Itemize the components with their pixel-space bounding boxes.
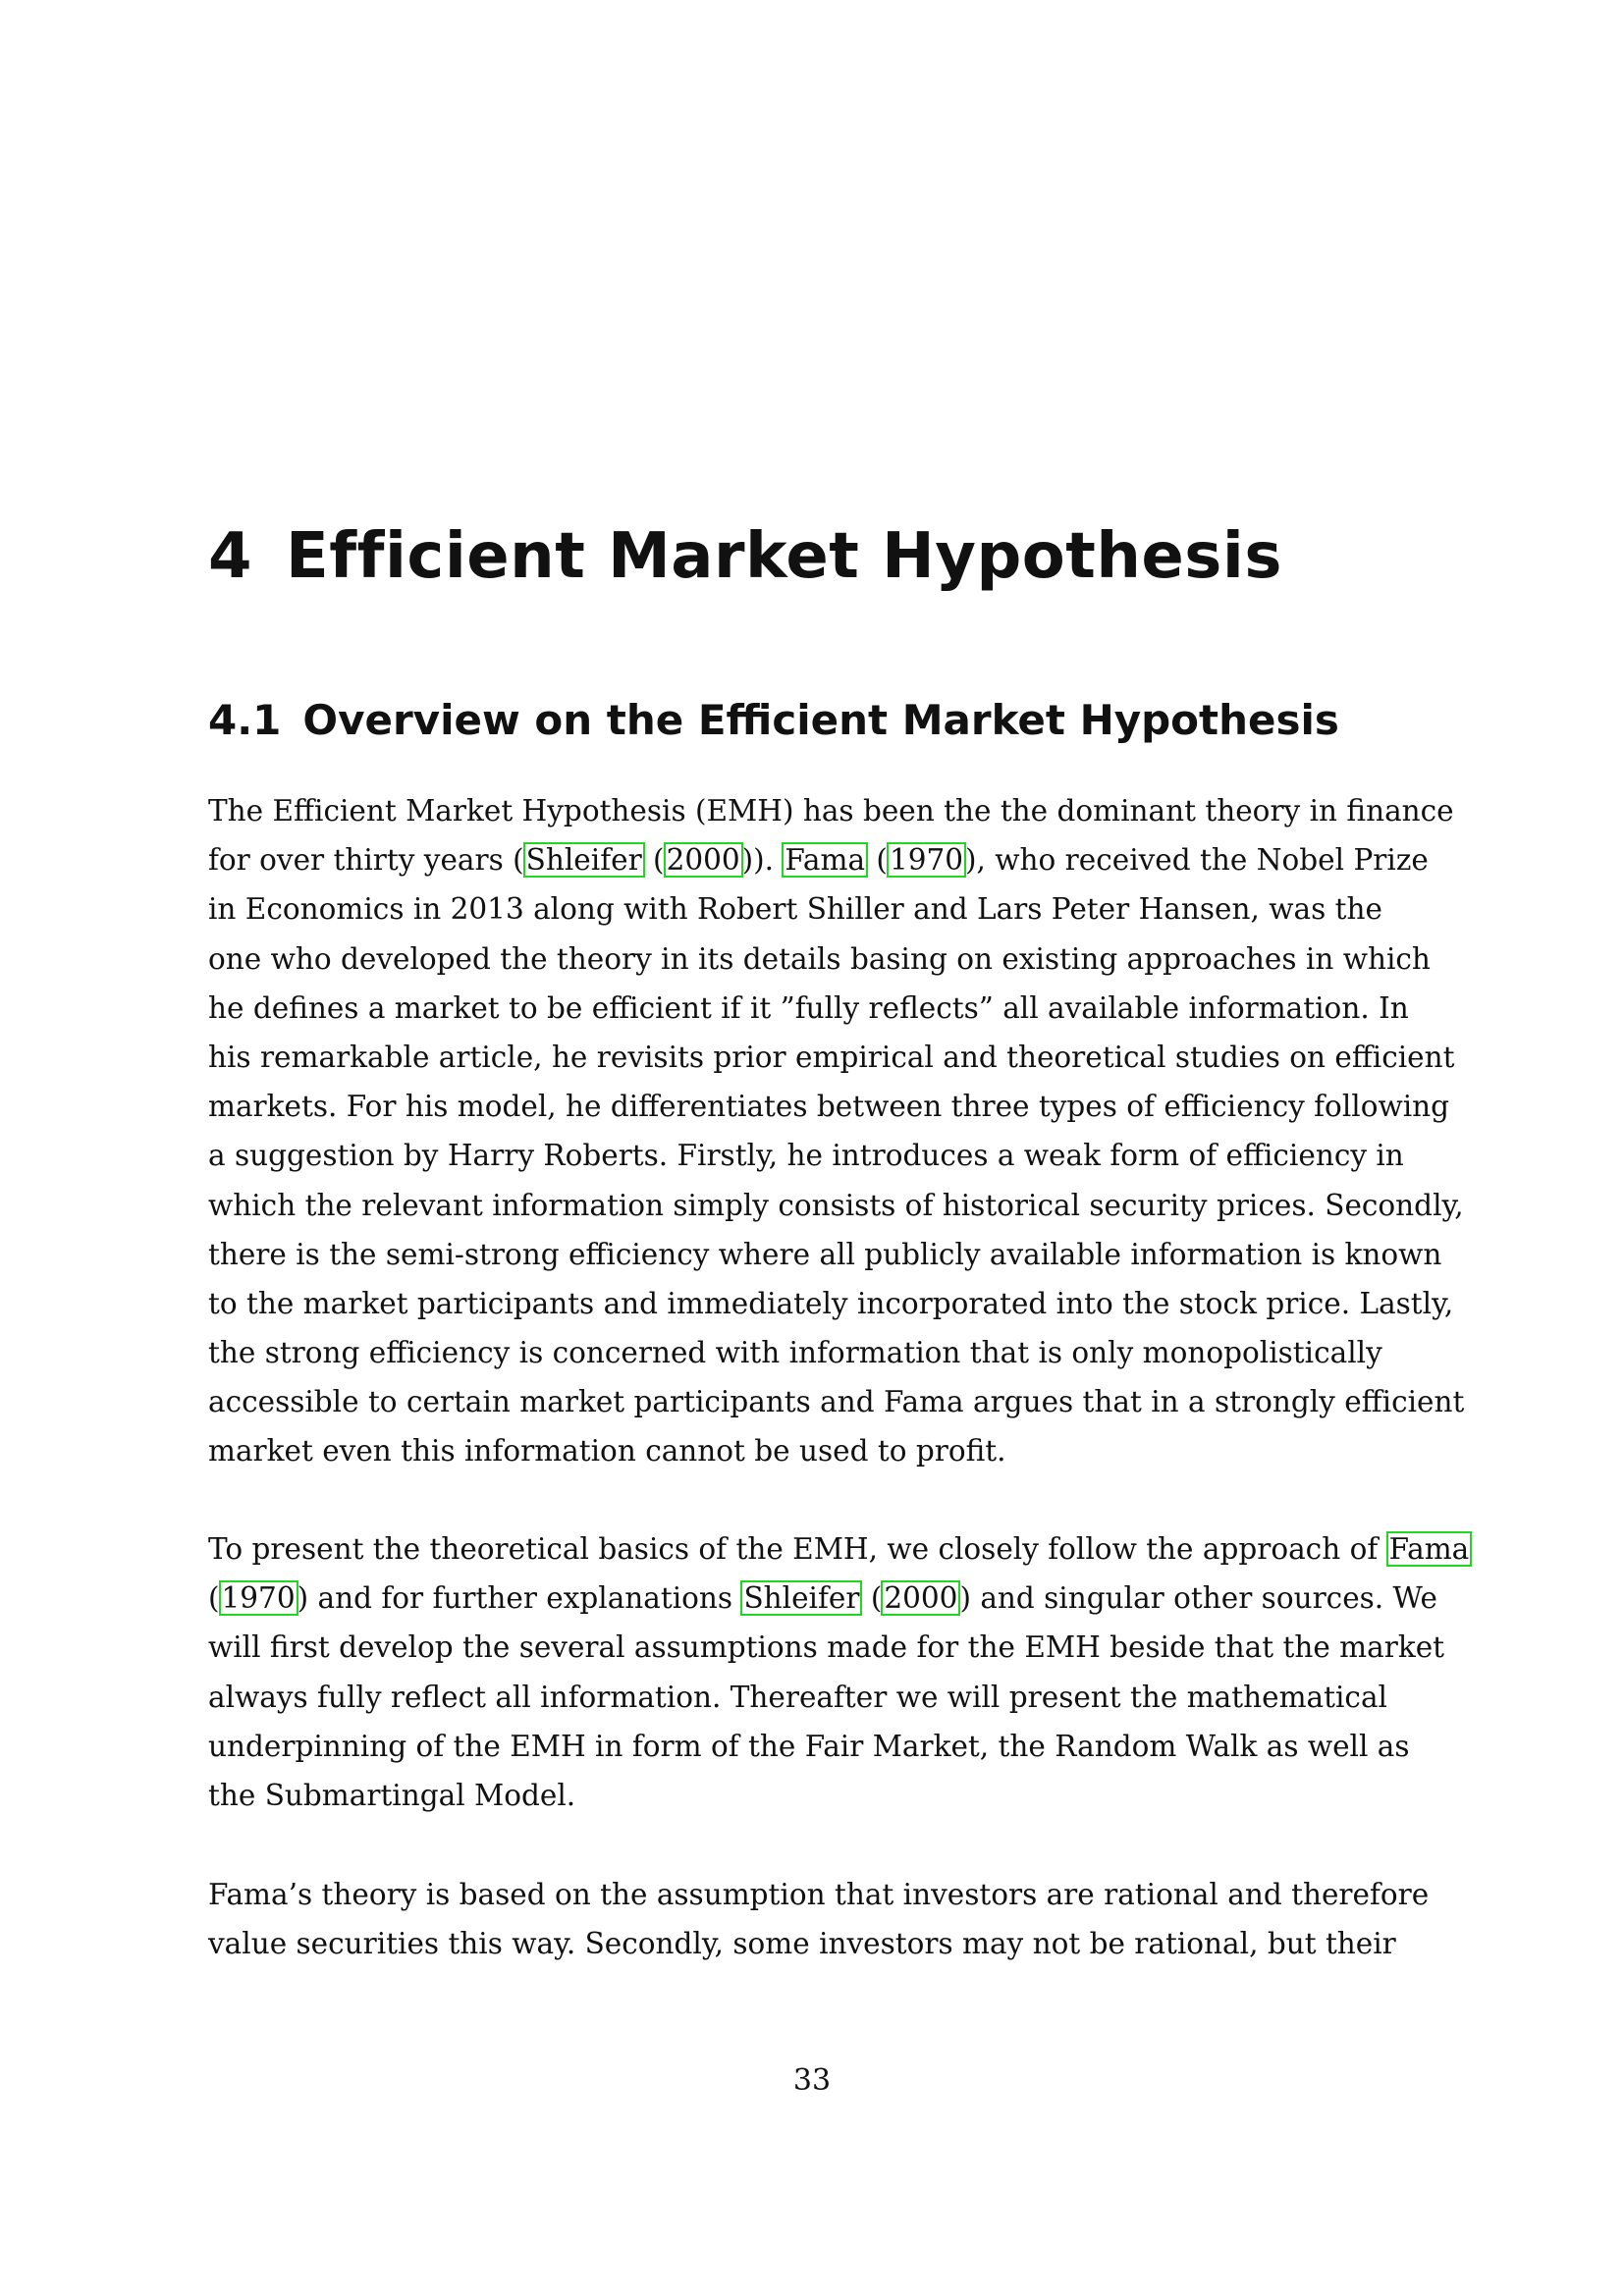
text-span: ( bbox=[643, 843, 665, 878]
paragraph-overview bbox=[208, 786, 1465, 1476]
chapter-title-text: Efficient Market Hypothesis bbox=[286, 520, 1282, 593]
citation-link-year-1970[interactable]: 1970 bbox=[889, 843, 964, 878]
chapter-number: 4 bbox=[208, 520, 253, 593]
citation-link-fama[interactable]: Fama bbox=[785, 843, 866, 878]
chapter-title bbox=[208, 512, 1282, 601]
citation-link-year-1970[interactable]: 1970 bbox=[221, 1581, 296, 1616]
text-line bbox=[208, 835, 1429, 884]
page-number: 33 bbox=[792, 2063, 832, 2098]
text-span: for over thirty years ( bbox=[208, 843, 524, 878]
text-line: one who developed the theory in its details basing on existing approaches in which bbox=[208, 941, 1431, 976]
text-line: will first develop the several assumptions made for the EMH beside that the market bbox=[208, 1630, 1445, 1665]
text-line: value securities this way. Secondly, some investors may not be rational, but their bbox=[208, 1927, 1396, 1961]
text-line bbox=[208, 1574, 1437, 1623]
text-span: ), who received the Nobel Prize bbox=[965, 843, 1429, 878]
text-line: market even this information cannot be used to profit. bbox=[208, 1434, 1006, 1468]
paragraph-approach bbox=[208, 1524, 1470, 1820]
text-line: to the market participants and immediately incorporated into the stock price. Lastly, bbox=[208, 1286, 1454, 1320]
section-number: 4.1 bbox=[208, 696, 282, 744]
citation-link-year-2000[interactable]: 2000 bbox=[666, 843, 740, 878]
text-span: )). bbox=[741, 843, 784, 878]
text-line: in Economics in 2013 along with Robert Shiller and Lars Peter Hansen, was the bbox=[208, 892, 1382, 927]
text-span: ( bbox=[861, 1581, 883, 1616]
text-line: markets. For his model, he differentiates between three types of efficiency following bbox=[208, 1090, 1450, 1124]
text-line: he defines a market to be efficient if it ”fully reflects” all available information. In bbox=[208, 990, 1409, 1025]
text-line: the Submartingal Model. bbox=[208, 1778, 576, 1812]
citation-link-year-2000[interactable]: 2000 bbox=[884, 1581, 958, 1616]
text-line: Fama’s theory is based on the assumption that investors are rational and therefore bbox=[208, 1878, 1430, 1911]
text-line: there is the semi-strong efficiency where all publicly available information is known bbox=[208, 1237, 1442, 1271]
text-span: ) and for further explanations bbox=[297, 1581, 742, 1616]
text-span: ( bbox=[867, 843, 888, 878]
text-span: ) and singular other sources. We bbox=[959, 1581, 1437, 1616]
citation-link-fama[interactable]: Fama bbox=[1388, 1532, 1470, 1566]
paragraph-assumptions bbox=[208, 1870, 1430, 1968]
citation-link-shleifer[interactable]: Shleifer bbox=[743, 1581, 860, 1616]
text-line: always fully reflect all information. Thereafter we will present the mathematical bbox=[208, 1680, 1387, 1714]
citation-link-shleifer[interactable]: Shleifer bbox=[525, 843, 642, 878]
text-line: his remarkable article, he revisits prior empirical and theoretical studies on efficient bbox=[208, 1040, 1455, 1074]
text-line: The Efficient Market Hypothesis (EMH) has been the the dominant theory in finance bbox=[208, 794, 1454, 828]
section-title bbox=[208, 689, 1339, 752]
text-line: a suggestion by Harry Roberts. Firstly, he introduces a weak form of efficiency in bbox=[208, 1139, 1404, 1173]
text-span: ( bbox=[208, 1581, 220, 1616]
text-line: the strong efficiency is concerned with information that is only monopolistically bbox=[208, 1336, 1382, 1370]
text-line: which the relevant information simply consists of historical security prices. Secondly, bbox=[208, 1188, 1464, 1222]
text-line: underpinning of the EMH in form of the Fair Market, the Random Walk as well as bbox=[208, 1729, 1410, 1763]
text-span: To present the theoretical basics of the EMH, we closely follow the approach of bbox=[208, 1532, 1387, 1566]
text-line: accessible to certain market participants and Fama argues that in a strongly efficient bbox=[208, 1385, 1465, 1419]
section-title-text: Overview on the Efficient Market Hypothesis bbox=[302, 696, 1339, 744]
text-line bbox=[208, 1524, 1470, 1574]
